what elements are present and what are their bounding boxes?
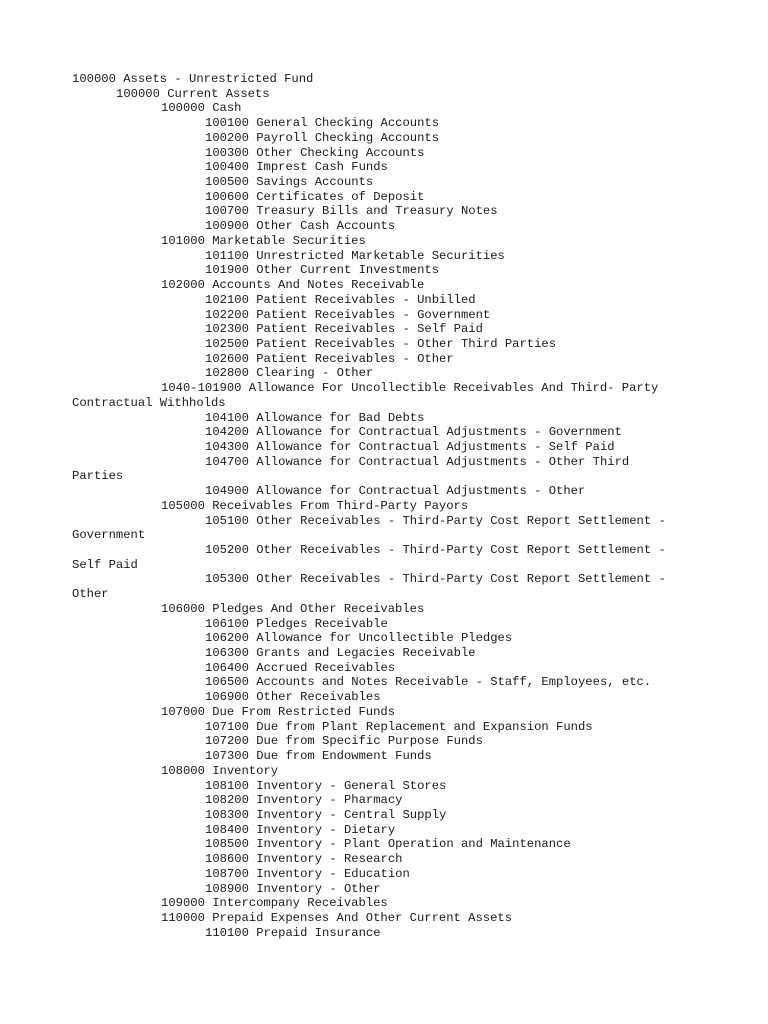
account-line: 106100 Pledges Receivable xyxy=(205,616,388,631)
account-line: 104300 Allowance for Contractual Adjustments - Self Paid xyxy=(205,439,615,454)
account-line: 102300 Patient Receivables - Self Paid xyxy=(205,322,483,337)
account-line: 100000 Current Assets xyxy=(116,86,270,101)
account-line: 106500 Accounts and Notes Receivable - Staff, Employees, etc. xyxy=(205,675,652,690)
account-line: 100300 Other Checking Accounts xyxy=(205,145,425,160)
chart-of-accounts-listing xyxy=(72,72,712,940)
account-line: 102800 Clearing - Other xyxy=(205,366,374,381)
account-line: 108100 Inventory - General Stores xyxy=(205,778,447,793)
account-line: 104200 Allowance for Contractual Adjustments - Government xyxy=(205,425,622,440)
account-line: 108200 Inventory - Pharmacy xyxy=(205,793,403,808)
account-line: 102000 Accounts And Notes Receivable xyxy=(161,278,425,293)
account-line: 106200 Allowance for Uncollectible Pledges xyxy=(205,631,513,646)
account-line: 106400 Accrued Receivables xyxy=(205,660,396,675)
account-line: 108500 Inventory - Plant Operation and Maintenance xyxy=(205,837,571,852)
account-line: 107000 Due From Restricted Funds xyxy=(161,704,396,719)
account-line: 100600 Certificates of Deposit xyxy=(205,189,425,204)
account-line: 100400 Imprest Cash Funds xyxy=(205,160,388,175)
account-line: 108400 Inventory - Dietary xyxy=(205,822,396,837)
account-line: 105300 Other Receivables - Third-Party Cost Report Settlement - xyxy=(205,572,666,587)
account-line: 104700 Allowance for Contractual Adjustments - Other Third xyxy=(205,454,630,469)
account-line: 107300 Due from Endowment Funds xyxy=(205,749,432,764)
account-line: 105200 Other Receivables - Third-Party Cost Report Settlement - xyxy=(205,543,666,557)
account-line: 104100 Allowance for Bad Debts xyxy=(205,410,425,425)
account-line: 108600 Inventory - Research xyxy=(205,852,403,867)
account-line: 101900 Other Current Investments xyxy=(205,263,440,278)
account-line: 110000 Prepaid Expenses And Other Current Assets xyxy=(161,910,513,925)
wrapped-line-continuation: Government xyxy=(72,528,146,543)
account-line: 106900 Other Receivables xyxy=(205,690,381,705)
account-line: 108900 Inventory - Other xyxy=(205,881,381,896)
wrapped-line-continuation: Self Paid xyxy=(72,557,138,572)
wrapped-line-continuation: Other xyxy=(72,587,109,602)
account-line: 102500 Patient Receivables - Other Third Parties xyxy=(205,336,557,351)
account-line: 1040-101900 Allowance For Uncollectible Receivables And Third- Party xyxy=(161,381,659,396)
account-line: 100500 Savings Accounts xyxy=(205,175,374,190)
account-line: 106300 Grants and Legacies Receivable xyxy=(205,646,476,661)
account-line: 100700 Treasury Bills and Treasury Notes xyxy=(205,204,498,219)
account-line: 105100 Other Receivables - Third-Party Cost Report Settlement - xyxy=(205,513,666,528)
account-line: 104900 Allowance for Contractual Adjustments - Other xyxy=(205,484,586,499)
account-line: 100100 General Checking Accounts xyxy=(205,116,440,131)
account-line: 100000 Cash xyxy=(161,101,242,116)
account-line: 100000 Assets - Unrestricted Fund xyxy=(72,72,314,86)
account-line: 108300 Inventory - Central Supply xyxy=(205,807,447,822)
account-line: 106000 Pledges And Other Receivables xyxy=(161,601,425,616)
account-line: 107100 Due from Plant Replacement and Expansion Funds xyxy=(205,719,593,734)
account-line: 105000 Receivables From Third-Party Payors xyxy=(161,498,469,513)
wrapped-line-continuation: Parties xyxy=(72,469,124,484)
account-line: 100200 Payroll Checking Accounts xyxy=(205,130,440,145)
account-line: 102600 Patient Receivables - Other xyxy=(205,351,454,366)
account-line: 102200 Patient Receivables - Government xyxy=(205,307,491,322)
wrapped-line-continuation: Contractual Withholds xyxy=(72,395,226,410)
account-line: 100900 Other Cash Accounts xyxy=(205,219,396,234)
account-line: 102100 Patient Receivables - Unbilled xyxy=(205,292,476,307)
account-line: 101000 Marketable Securities xyxy=(161,233,366,248)
account-line: 108700 Inventory - Education xyxy=(205,866,410,881)
account-line: 110100 Prepaid Insurance xyxy=(205,925,381,940)
account-line: 107200 Due from Specific Purpose Funds xyxy=(205,734,483,749)
account-line: 101100 Unrestricted Marketable Securities xyxy=(205,248,505,263)
account-line: 109000 Intercompany Receivables xyxy=(161,896,388,911)
account-line: 108000 Inventory xyxy=(161,763,279,778)
